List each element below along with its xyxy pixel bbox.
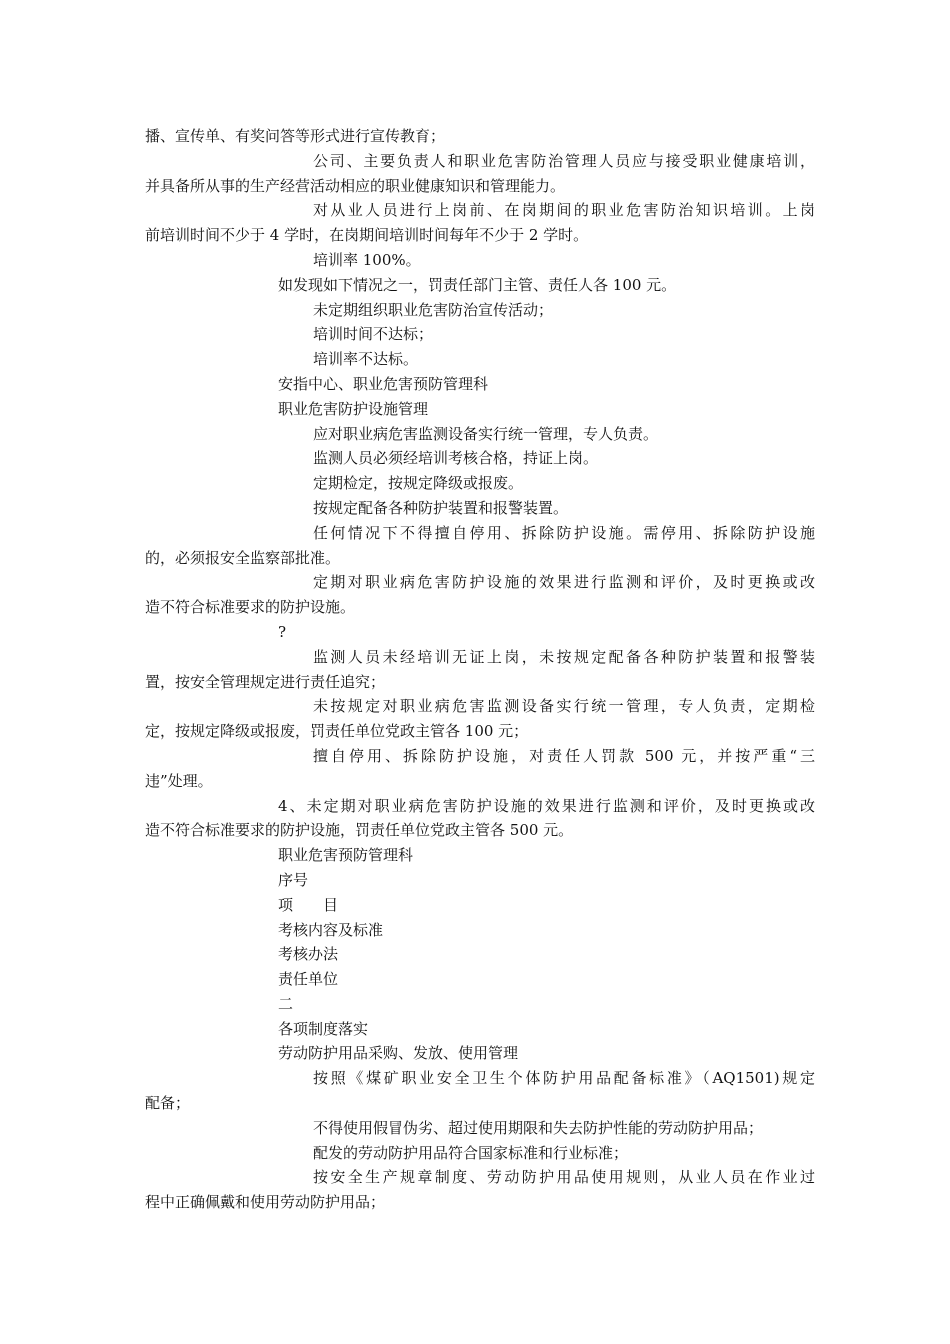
text-line: 按规定配备各种防护装置和报警装置。	[313, 498, 569, 517]
text-line: 公司、主要负责人和职业危害防治管理人员应与接受职业健康培训，	[313, 151, 815, 170]
text-line: 责任单位	[278, 970, 339, 989]
text-line: 未定期组织职业危害防治宣传活动；	[313, 300, 554, 319]
text-line: 程中正确佩戴和使用劳动防护用品；	[145, 1193, 386, 1212]
text-line: 职业危害防护设施管理	[278, 399, 429, 418]
text-line: 序号	[278, 870, 309, 889]
text-line: 造不符合标准要求的防护设施。	[145, 598, 356, 617]
text-line: 配备；	[145, 1094, 191, 1113]
text-line: 4、未定期对职业病危害防护设施的效果进行监测和评价，及时更换或改	[278, 796, 815, 815]
text-line: 各项制度落实	[278, 1019, 369, 1038]
text-line: 并具备所从事的生产经营活动相应的职业健康知识和管理能力。	[145, 176, 566, 195]
text-line: 安指中心、职业危害预防管理科	[278, 374, 489, 393]
text-line: 定，按规定降级或报废，罚责任单位党政主管各 100 元；	[145, 722, 529, 741]
text-line: 培训率不达标。	[313, 350, 419, 369]
text-line: 任何情况下不得擅自停用、拆除防护设施。需停用、拆除防护设施	[313, 523, 815, 542]
text-line: 监测人员未经培训无证上岗，未按规定配备各种防护装置和报警装	[313, 647, 815, 666]
text-line: 应对职业病危害监测设备实行统一管理，专人负责。	[313, 424, 659, 443]
text-line: 按安全生产规章制度、劳动防护用品使用规则，从业人员在作业过	[313, 1168, 815, 1187]
text-line: 置，按安全管理规定进行责任追究；	[145, 672, 386, 691]
text-line: 考核内容及标准	[278, 920, 384, 939]
text-line: 监测人员必须经培训考核合格，持证上岗。	[313, 449, 599, 468]
document-body	[145, 124, 815, 1215]
text-line: 未按规定对职业病危害监测设备实行统一管理，专人负责，定期检	[313, 697, 815, 716]
text-line: 二	[278, 994, 294, 1013]
text-line: 违”处理。	[145, 771, 213, 790]
text-line: 前培训时间不少于 4 学时，在岗期间培训时间每年不少于 2 学时。	[145, 226, 589, 245]
text-line: 培训时间不达标；	[313, 325, 434, 344]
text-line: 如发现如下情况之一，罚责任部门主管、责任人各 100 元。	[278, 275, 677, 294]
text-line: 按照《煤矿职业安全卫生个体防护用品配备标准》（AQ1501)规定	[313, 1069, 815, 1088]
text-line: 对从业人员进行上岗前、在岗期间的职业危害防治知识培训。上岗	[313, 201, 815, 220]
text-line: 播、宣传单、有奖问答等形式进行宣传教育；	[145, 127, 446, 145]
text-line: 劳动防护用品采购、发放、使用管理	[278, 1044, 519, 1063]
text-line: 考核办法	[278, 945, 339, 964]
text-line: 培训率 100%。	[313, 250, 421, 269]
text-line: ?	[278, 622, 287, 641]
text-line: 项 目	[278, 895, 339, 914]
text-line: 的，必须报安全监察部批准。	[145, 548, 341, 567]
text-line: 配发的劳动防护用品符合国家标准和行业标准；	[313, 1143, 629, 1162]
text-line: 擅自停用、拆除防护设施，对责任人罚款 500 元，并按严重“三	[313, 746, 815, 765]
text-line: 职业危害预防管理科	[278, 846, 414, 865]
text-line: 定期检定，按规定降级或报废。	[313, 474, 524, 493]
text-line: 造不符合标准要求的防护设施，罚责任单位党政主管各 500 元。	[145, 821, 574, 840]
text-line: 不得使用假冒伪劣、超过使用期限和失去防护性能的劳动防护用品；	[313, 1118, 764, 1137]
text-line: 定期对职业病危害防护设施的效果进行监测和评价，及时更换或改	[313, 573, 815, 592]
